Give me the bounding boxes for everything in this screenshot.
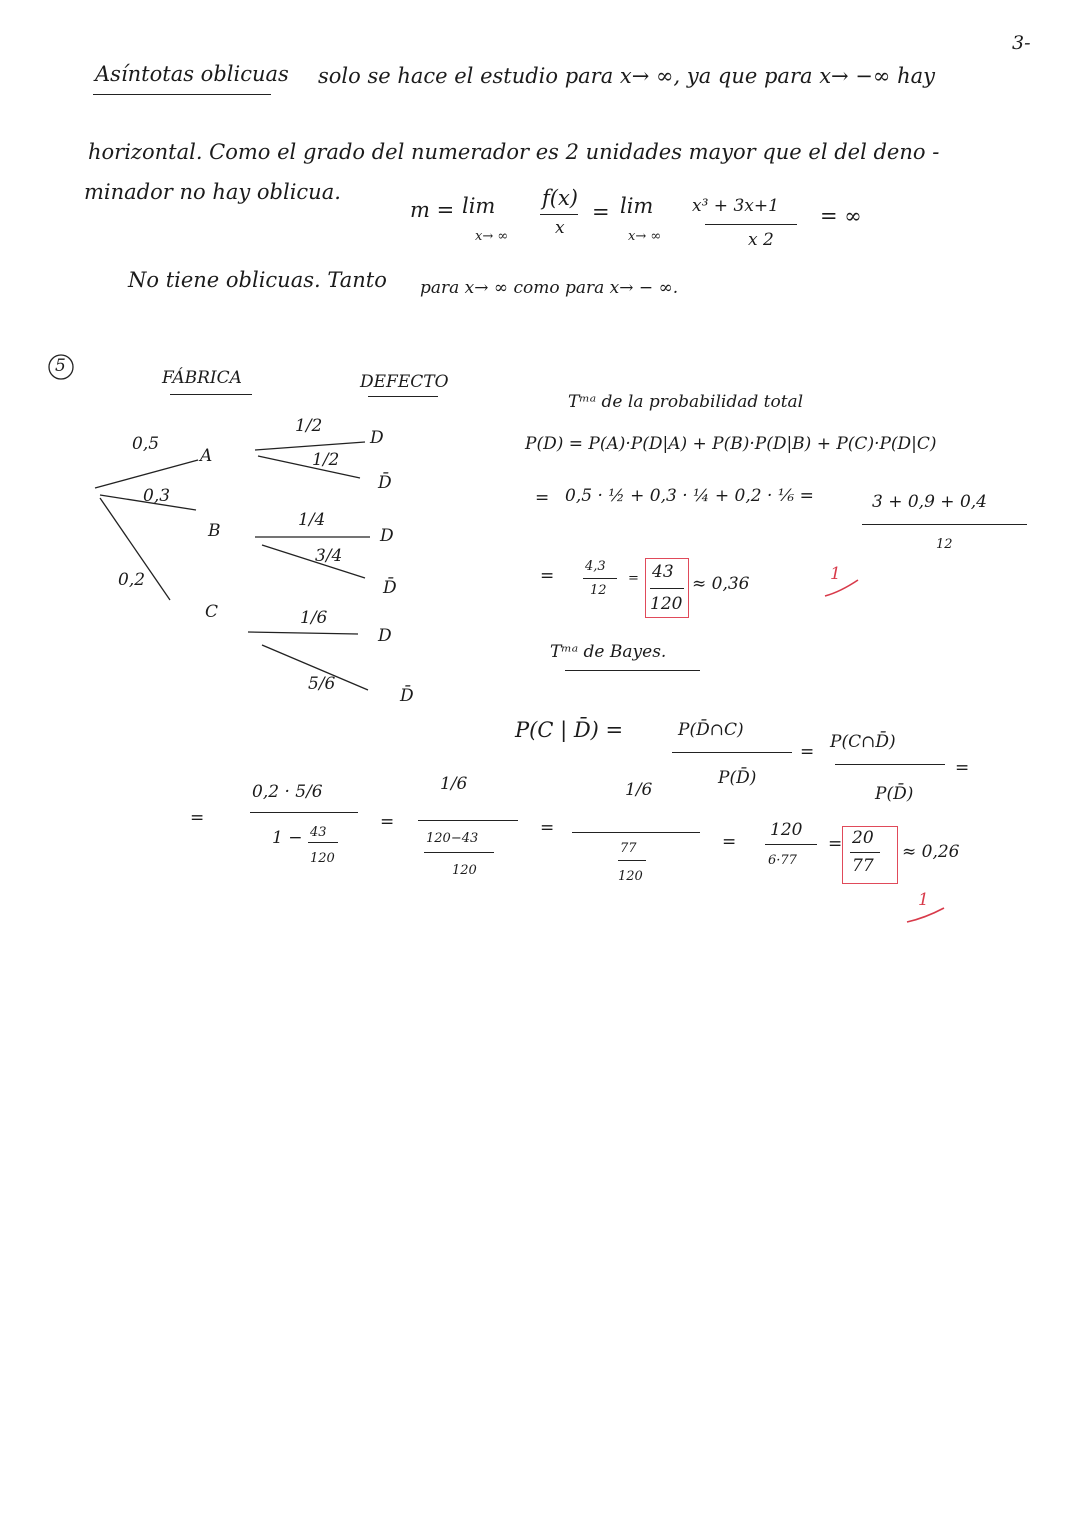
limit-2-sub: x→ ∞ [628, 229, 662, 244]
frac2-bar [650, 588, 684, 589]
calc-eq4: = [540, 818, 555, 838]
leaf-a-d: D [370, 428, 384, 448]
calc-eq3: = [380, 812, 395, 832]
expansion-equals: = [535, 488, 550, 508]
calc-eq-left: = [190, 808, 205, 828]
limit-1-sub: x→ ∞ [475, 229, 509, 244]
sum-denominator: 12 [936, 537, 953, 552]
calc-res-num: 20 [852, 828, 874, 848]
defect-header: DEFECTO [360, 372, 449, 392]
equals-2: = [540, 566, 555, 586]
prob-a-d: 1/2 [295, 416, 323, 436]
leaf-b-nd: D̄ [383, 578, 397, 598]
leaf-b-d: D [380, 526, 394, 546]
total-prob-expansion: 0,5 · ½ + 0,3 · ¼ + 0,2 · ⅙ = [565, 486, 814, 506]
bayes-f2-bar [835, 764, 945, 765]
fx-numerator: f(x) [542, 186, 579, 210]
calc-g1-den-b-den: 120 [310, 851, 335, 866]
calc-g1-bar [250, 812, 358, 813]
leaf-a-nd: D̄ [378, 473, 392, 493]
asymptotes-line-2: horizontal. Como el grado del numerador es 2 unidades mayor que el del deno - [88, 140, 940, 164]
poly-denominator: x 2 [748, 230, 774, 250]
bayes-f1-den: P(D̄) [718, 768, 757, 788]
calc-g3-den-bar [618, 860, 646, 861]
total-prob-title: Tᵐᵃ de la probabilidad total [568, 392, 804, 412]
asymptotes-heading: Asíntotas oblicuas [95, 62, 289, 86]
calc-g3-bar [572, 832, 700, 833]
leaf-c-nd: D̄ [400, 686, 414, 706]
calc-g3-den-num: 77 [620, 841, 637, 856]
bayes-f2-den: P(D̄) [875, 784, 914, 804]
bayes-underline [565, 670, 700, 671]
frac2-denominator: 120 [650, 594, 683, 614]
equals-1: = [592, 200, 610, 224]
node-b: B [208, 521, 221, 541]
fx-denominator: x [555, 218, 565, 238]
conclusion-a: No tiene oblicuas. Tanto [128, 268, 387, 292]
prob-a-nd: 1/2 [312, 450, 340, 470]
prob-a: 0,5 [132, 434, 160, 454]
calc-g2-den-bar [424, 852, 494, 853]
prob-c-nd: 5/6 [308, 674, 336, 694]
calc-g1-den-a: 1 − [272, 828, 303, 848]
defect-underline [368, 396, 438, 397]
calc-g2-bar [418, 820, 518, 821]
poly-numerator: x³ + 3x+1 [692, 196, 779, 216]
page-number: 3- [1012, 32, 1031, 54]
total-prob-formula: P(D) = P(A)·P(D|A) + P(B)·P(D|B) + P(C)·P(D|C) [525, 434, 937, 454]
prob-c-d: 1/6 [300, 608, 328, 628]
calc-g2-den-den: 120 [452, 863, 477, 878]
bayes-f2-num: P(C∩D̄) [830, 732, 896, 752]
frac2-numerator: 43 [652, 562, 674, 582]
calc-g3-den-den: 120 [618, 869, 643, 884]
asymptotes-line-1: solo se hace el estudio para x→ ∞, ya que para x→ −∞ hay [318, 64, 935, 88]
limit-result: = ∞ [820, 204, 862, 228]
prob-b: 0,3 [143, 486, 171, 506]
slope-label: m = [410, 198, 455, 222]
grade-mark-1: 1 [830, 564, 841, 584]
calc-g1-den-b-num: 43 [310, 825, 327, 840]
bayes-eq2: = [955, 758, 970, 778]
frac1-numerator: 4,3 [585, 559, 606, 574]
grade-mark-2: 1 [918, 890, 929, 910]
calc-eq5: = [722, 832, 737, 852]
calc-g3-num: 1/6 [625, 780, 653, 800]
factory-underline [170, 394, 252, 395]
bayes-f1-bar [672, 752, 792, 753]
prob-b-d: 1/4 [298, 510, 326, 530]
calc-g1-num: 0,2 · 5/6 [252, 782, 323, 802]
equals-3: = [628, 571, 639, 586]
total-prob-approx: ≈ 0,36 [692, 574, 750, 594]
prob-c: 0,2 [118, 570, 146, 590]
calc-g4-num: 120 [770, 820, 803, 840]
calc-g2-den-num: 120−43 [426, 831, 479, 846]
bayes-title: Tᵐᵃ de Bayes. [550, 642, 667, 662]
sum-fraction-bar [862, 524, 1027, 525]
bayes-eq1: = [800, 742, 815, 762]
bayes-f1-num: P(D̄∩C) [678, 720, 744, 740]
prob-b-nd: 3/4 [315, 546, 343, 566]
calc-g4-den: 6·77 [768, 853, 797, 868]
bayes-lhs: P(C | D̄) = [515, 718, 624, 742]
conclusion-b: para x→ ∞ como para x→ − ∞. [420, 278, 679, 298]
calc-g2-num: 1/6 [440, 774, 468, 794]
calc-g4-bar [765, 844, 817, 845]
node-a: A [200, 446, 213, 466]
asymptotes-line-3: minador no hay oblicua. [84, 180, 341, 204]
problem-number: 5 [55, 356, 66, 376]
leaf-c-d: D [378, 626, 392, 646]
bayes-approx: ≈ 0,26 [902, 842, 960, 862]
sum-numerator: 3 + 0,9 + 0,4 [872, 492, 987, 512]
calc-res-bar [850, 852, 880, 853]
node-c: C [205, 602, 219, 622]
calc-res-den: 77 [852, 856, 874, 876]
frac1-denominator: 12 [590, 583, 607, 598]
limit-2: lim [620, 194, 654, 218]
factory-header: FÁBRICA [162, 368, 242, 388]
limit-1: lim [462, 194, 496, 218]
calc-g1-den-b-bar [308, 842, 338, 843]
frac1-bar [583, 578, 617, 579]
calc-eq6: = [828, 834, 843, 854]
